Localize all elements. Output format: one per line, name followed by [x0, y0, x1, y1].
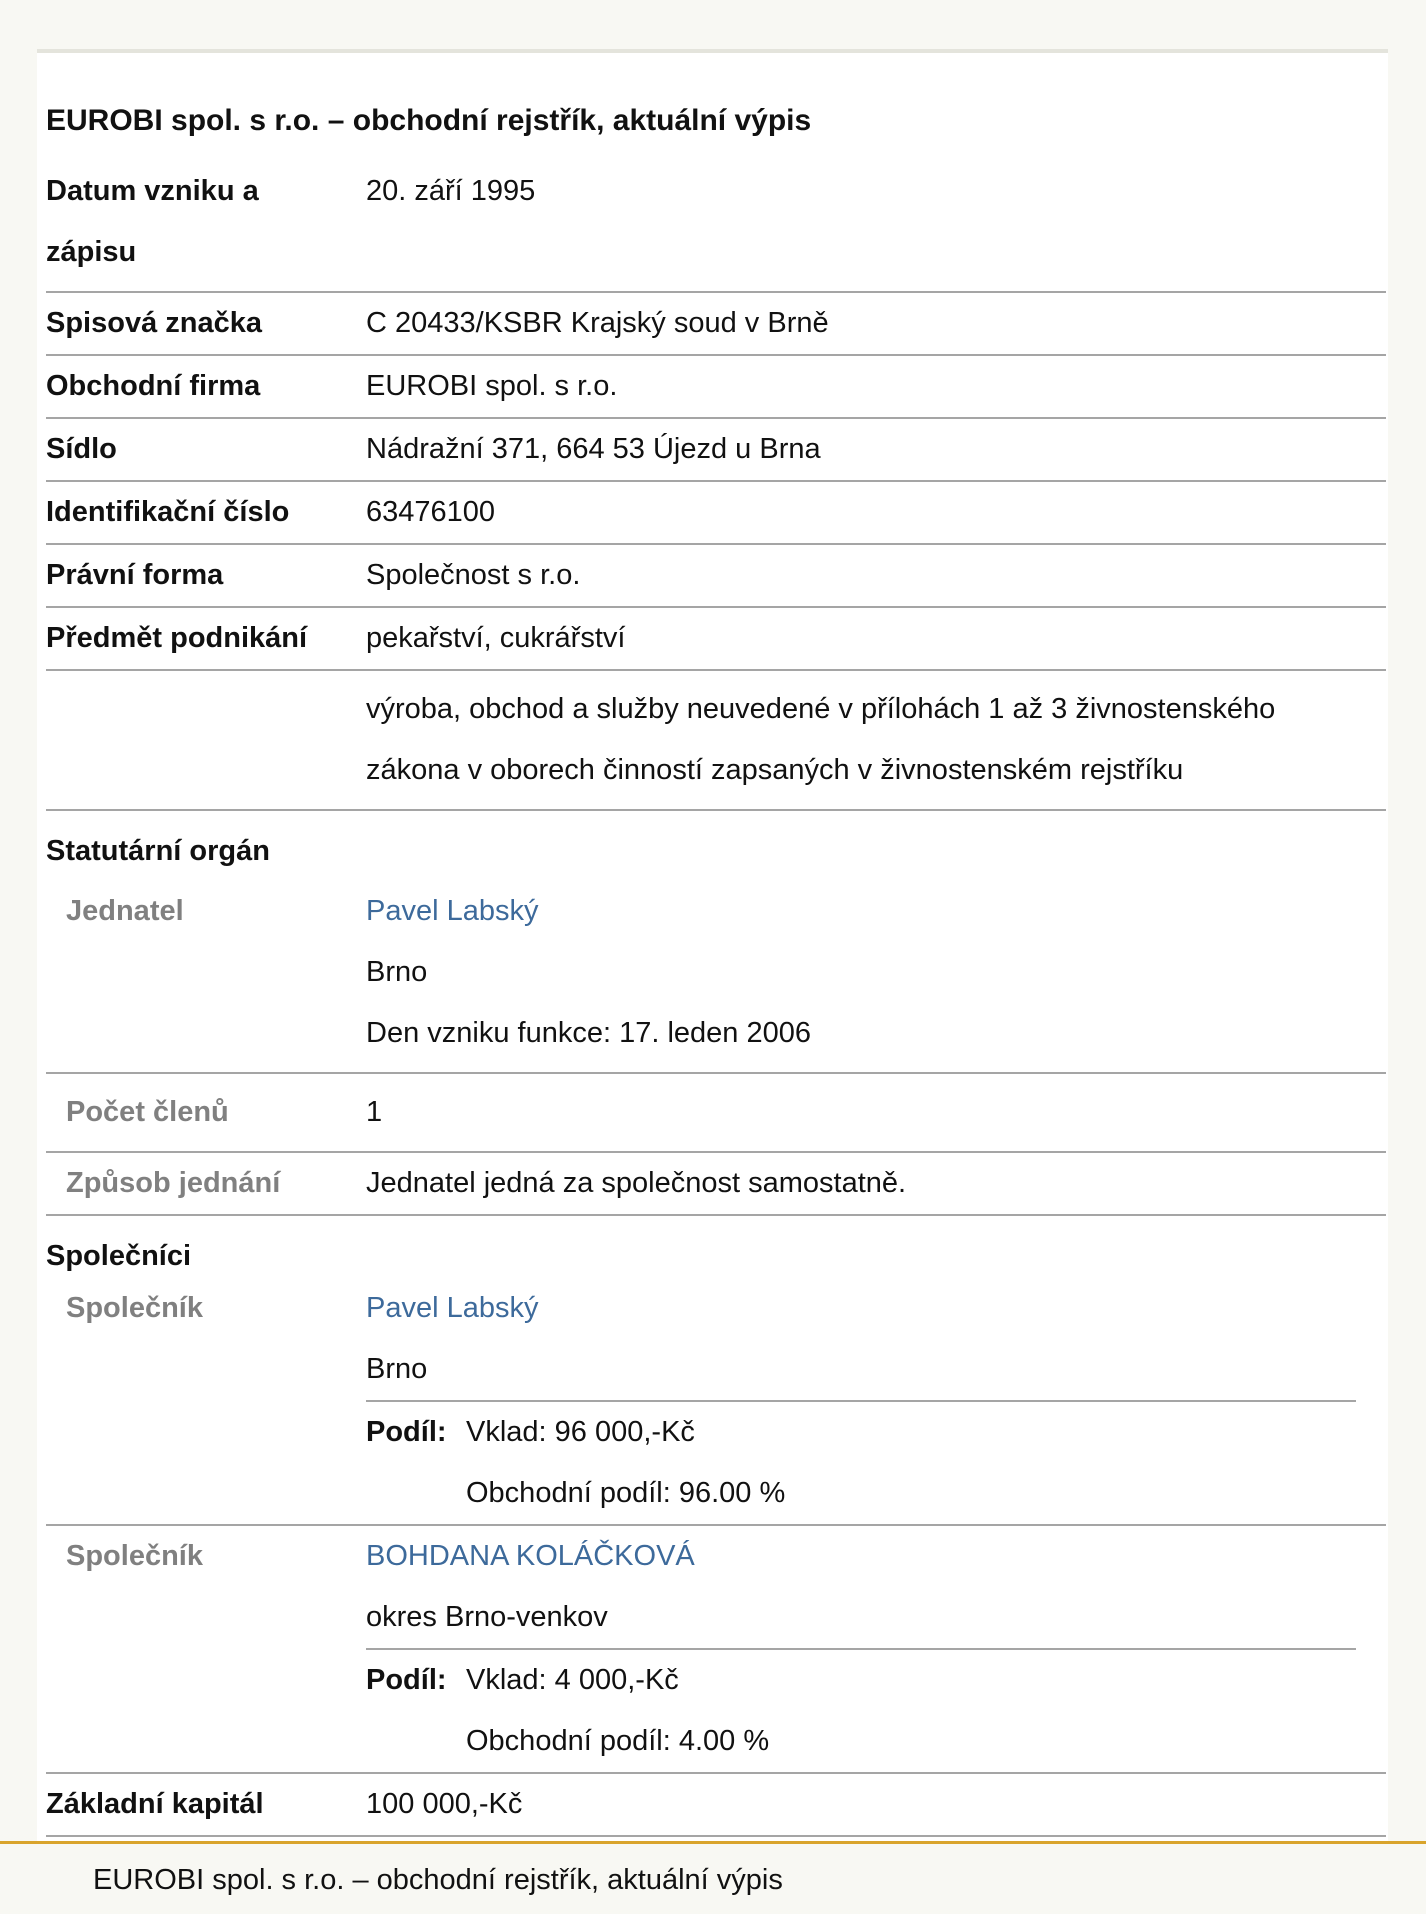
section-partners	[46, 1215, 1386, 1278]
share-deposit: Vklad: 4 000,-Kč	[466, 1664, 679, 1696]
row-value: 1	[366, 1073, 1386, 1152]
row-value: C 20433/KSBR Krajský soud v Brně	[366, 292, 1386, 355]
row-label: Předmět podnikání	[46, 607, 366, 670]
footer-title: EUROBI spol. s r.o. – obchodní rejstřík, aktuální výpis	[93, 1864, 783, 1896]
row-value: pekařství, cukrářství	[366, 607, 1386, 670]
partner-details	[366, 1278, 1386, 1525]
partner-share	[366, 1400, 1356, 1524]
person-link[interactable]: Pavel Labský	[366, 895, 539, 927]
row-value: Nádražní 371, 664 53 Újezd u Brna	[366, 418, 1386, 481]
person-city: Brno	[366, 956, 428, 988]
row-registered-capital	[46, 1773, 1386, 1836]
share-percent: Obchodní podíl: 4.00 %	[466, 1725, 770, 1757]
share-label: Podíl:	[366, 1664, 447, 1696]
row-partner	[46, 1525, 1386, 1773]
row-business-subject	[46, 607, 1386, 670]
statutory-member-details	[366, 873, 1386, 1073]
row-seat	[46, 418, 1386, 481]
row-label	[46, 670, 366, 810]
row-business-name	[46, 355, 1386, 418]
row-label: Identifikační číslo	[46, 481, 366, 544]
row-value: 63476100	[366, 481, 1386, 544]
register-page	[37, 49, 1388, 1845]
register-table	[46, 153, 1386, 1837]
section-heading: Statutární orgán	[46, 835, 270, 867]
section-heading: Společníci	[46, 1240, 192, 1272]
row-value: výroba, obchod a služby neuvedené v přílohách 1 až 3 živnostenského zákona v oborech činností zapsaných v živnostenském rejstříku	[366, 670, 1386, 810]
row-label: Právní forma	[46, 544, 366, 607]
row-label: Způsob jednání	[46, 1152, 366, 1215]
share-label: Podíl:	[366, 1416, 447, 1448]
person-link[interactable]: Pavel Labský	[366, 1292, 539, 1324]
person-link[interactable]: BOHDANA KOLÁČKOVÁ	[366, 1540, 695, 1572]
row-business-subject-extra	[46, 670, 1386, 810]
row-acting-manner	[46, 1152, 1386, 1215]
partner-share	[366, 1648, 1356, 1772]
row-label: Spisová značka	[46, 292, 366, 355]
section-statutory	[46, 810, 1386, 873]
person-city: Brno	[366, 1353, 428, 1385]
row-label: Společník	[46, 1525, 366, 1773]
person-city: okres Brno-venkov	[366, 1601, 608, 1633]
row-value: EUROBI spol. s r.o.	[366, 355, 1386, 418]
row-legal-form	[46, 544, 1386, 607]
page-title: EUROBI spol. s r.o. – obchodní rejstřík, aktuální výpis	[46, 104, 812, 137]
row-label: Základní kapitál	[46, 1773, 366, 1836]
row-founding-date	[46, 153, 1386, 292]
share-values	[466, 1402, 785, 1524]
row-id-number	[46, 481, 1386, 544]
row-value: 20. září 1995	[366, 153, 1386, 292]
function-start: Den vzniku funkce: 17. leden 2006	[366, 1017, 811, 1049]
row-label	[46, 153, 366, 292]
row-value: Společnost s r.o.	[366, 544, 1386, 607]
share-values	[466, 1650, 769, 1772]
row-value: 100 000,-Kč	[366, 1773, 1386, 1836]
row-member-count	[46, 1073, 1386, 1152]
row-label: Společník	[46, 1278, 366, 1525]
share-deposit: Vklad: 96 000,-Kč	[466, 1416, 695, 1448]
row-label-text: Datum vzniku a zápisu	[46, 175, 259, 268]
row-label: Jednatel	[46, 873, 366, 1073]
row-label: Počet členů	[46, 1073, 366, 1152]
row-partner	[46, 1278, 1386, 1525]
row-file-number	[46, 292, 1386, 355]
share-percent: Obchodní podíl: 96.00 %	[466, 1477, 786, 1509]
row-label: Obchodní firma	[46, 355, 366, 418]
partner-details	[366, 1525, 1386, 1773]
row-value: Jednatel jedná za společnost samostatně.	[366, 1152, 1386, 1215]
footer	[0, 1844, 1426, 1914]
row-statutory-member	[46, 873, 1386, 1073]
row-label: Sídlo	[46, 418, 366, 481]
